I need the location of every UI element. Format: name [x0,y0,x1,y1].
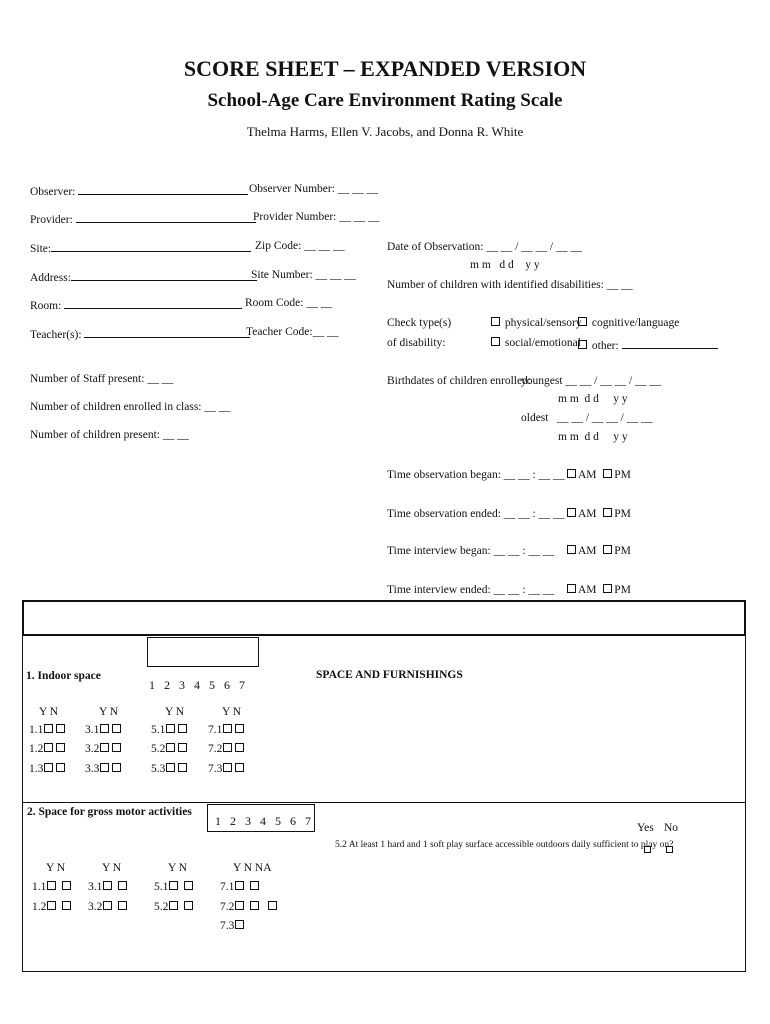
birthdates-label: Birthdates of children enrolled: [387,375,532,387]
observer-field[interactable]: Observer: [30,183,248,198]
question-5-2: 5.2 At least 1 hard and 1 soft play surface accessible outdoors daily sufficient to play on? [335,840,674,850]
score-frame [22,634,746,972]
indicator-5-2[interactable]: 5.2 [154,901,195,913]
teachers-field[interactable]: Teacher(s): [30,326,250,341]
indicator-1-1[interactable]: 1.1 [29,724,67,736]
youngest-format-hint: m m d d y y [558,393,628,405]
checkbox-icon[interactable] [603,545,612,554]
indicator-3-3[interactable]: 3.3 [85,763,123,775]
indicator-5-1[interactable]: 5.1 [151,724,189,736]
checkbox-icon[interactable] [491,317,500,326]
checkbox-icon[interactable] [567,508,576,517]
indicator-7-3[interactable]: 7.3 [208,763,246,775]
checkbox-icon[interactable] [578,317,587,326]
address-field[interactable]: Address: [30,269,257,284]
youngest-field[interactable]: youngest __ __ / __ __ / __ __ [521,375,661,387]
yn-header: Y N [39,706,59,718]
provider-field[interactable]: Provider: [30,211,256,226]
yn-header: Y N [222,706,242,718]
authors: Thelma Harms, Ellen V. Jacobs, and Donna R. White [246,124,524,139]
date-of-observation-field[interactable]: Date of Observation: __ __ / __ __ / __ __ [387,241,582,253]
physical-sensory-option[interactable]: physical/sensory [490,317,582,329]
yn-header: Y N [99,706,119,718]
am-pm-option[interactable]: AM PM [566,545,631,557]
indicator-3-2[interactable]: 3.2 [88,901,129,913]
am-pm-option[interactable]: AM PM [566,508,631,520]
category-title: SPACE AND FURNISHINGS [316,669,463,681]
scale-title: School-Age Care Environment Rating Scale [207,90,563,111]
social-emotional-option[interactable]: social/emotional [490,337,581,349]
check-types-label: Check type(s) [387,317,452,329]
indicator-3-1[interactable]: 3.1 [88,881,129,893]
rating-scale: 1 2 3 4 5 6 7 [149,678,245,692]
site-number-field[interactable]: Site Number: __ __ __ [251,269,356,281]
indicator-7-1[interactable]: 7.1 [208,724,246,736]
indicator-1-3[interactable]: 1.3 [29,763,67,775]
time-observation-began[interactable]: Time observation began: __ __ : __ __ [387,469,565,481]
other-option[interactable]: other: [577,337,718,352]
indicator-7-2[interactable]: 7.2 [208,743,246,755]
yes-header: Yes [637,822,654,834]
sheet-title: SCORE SHEET – EXPANDED VERSION [183,56,587,81]
checkbox-icon[interactable] [567,469,576,478]
checkbox-icon[interactable] [666,846,673,853]
checkbox-icon[interactable] [644,846,651,853]
no-header: No [664,822,679,834]
oldest-format-hint: m m d d y y [558,431,628,443]
checkbox-icon[interactable] [578,340,587,349]
indicator-5-1[interactable]: 5.1 [154,881,195,893]
checkbox-icon[interactable] [567,584,576,593]
indicator-1-1[interactable]: 1.1 [32,881,73,893]
staff-present-field[interactable]: Number of Staff present: __ __ [30,373,174,385]
room-code-field[interactable]: Room Code: __ __ [245,297,333,309]
indicator-1-2[interactable]: 1.2 [32,901,73,913]
indicator-7-1[interactable]: 7.1 [220,881,261,893]
yn-header: Y N [165,706,185,718]
indicator-3-1[interactable]: 3.1 [85,724,123,736]
children-enrolled-field[interactable]: Number of children enrolled in class: __ __ [30,401,231,413]
indicator-1-2[interactable]: 1.2 [29,743,67,755]
checkbox-icon[interactable] [491,337,500,346]
time-interview-began[interactable]: Time interview began: __ __ : __ __ [387,545,555,557]
item-title-indoor-space: 1. Indoor space [26,670,101,682]
indicator-5-2[interactable]: 5.2 [151,743,189,755]
room-field[interactable]: Room: [30,297,242,312]
am-pm-option[interactable]: AM PM [566,469,631,481]
indicator-5-3[interactable]: 5.3 [151,763,189,775]
site-field[interactable]: Site: [30,240,251,255]
date-format-hint: m m d d y y [470,259,540,271]
teacher-code-field[interactable]: Teacher Code:__ __ [246,326,339,338]
observer-number-field[interactable]: Observer Number: __ __ __ [249,183,379,195]
time-interview-ended[interactable]: Time interview ended: __ __ : __ __ [387,584,555,596]
disabilities-field[interactable]: Number of children with identified disabilities: __ __ [387,279,633,291]
yn-header: Y N [46,862,66,874]
yn-header: Y N [102,862,122,874]
am-pm-option[interactable]: AM PM [566,584,631,596]
indicator-7-2[interactable]: 7.2 [220,901,279,913]
empty-header-box [22,600,746,636]
time-observation-ended[interactable]: Time observation ended: __ __ : __ __ [387,508,565,520]
rating-scale: 1 2 3 4 5 6 7 [215,814,311,828]
checkbox-icon[interactable] [567,545,576,554]
no-checkbox[interactable] [666,841,673,859]
indicator-7-3[interactable]: 7.3 [220,920,246,932]
yn-header: Y N [168,862,188,874]
item-title-gross-motor: 2. Space for gross motor activities [27,806,192,818]
zip-code-field[interactable]: Zip Code: __ __ __ [255,240,345,252]
indicator-3-2[interactable]: 3.2 [85,743,123,755]
cognitive-language-option[interactable]: cognitive/language [577,317,679,329]
yes-checkbox[interactable] [644,841,651,859]
checkbox-icon[interactable] [603,508,612,517]
children-present-field[interactable]: Number of children present: __ __ [30,429,189,441]
score-entry-box[interactable] [147,637,259,667]
oldest-field[interactable]: oldest __ __ / __ __ / __ __ [521,412,653,424]
section-divider [22,802,746,803]
ynna-header: Y N NA [233,862,272,874]
checkbox-icon[interactable] [603,469,612,478]
provider-number-field[interactable]: Provider Number: __ __ __ [253,211,380,223]
checkbox-icon[interactable] [603,584,612,593]
of-disability-label: of disability: [387,337,446,349]
